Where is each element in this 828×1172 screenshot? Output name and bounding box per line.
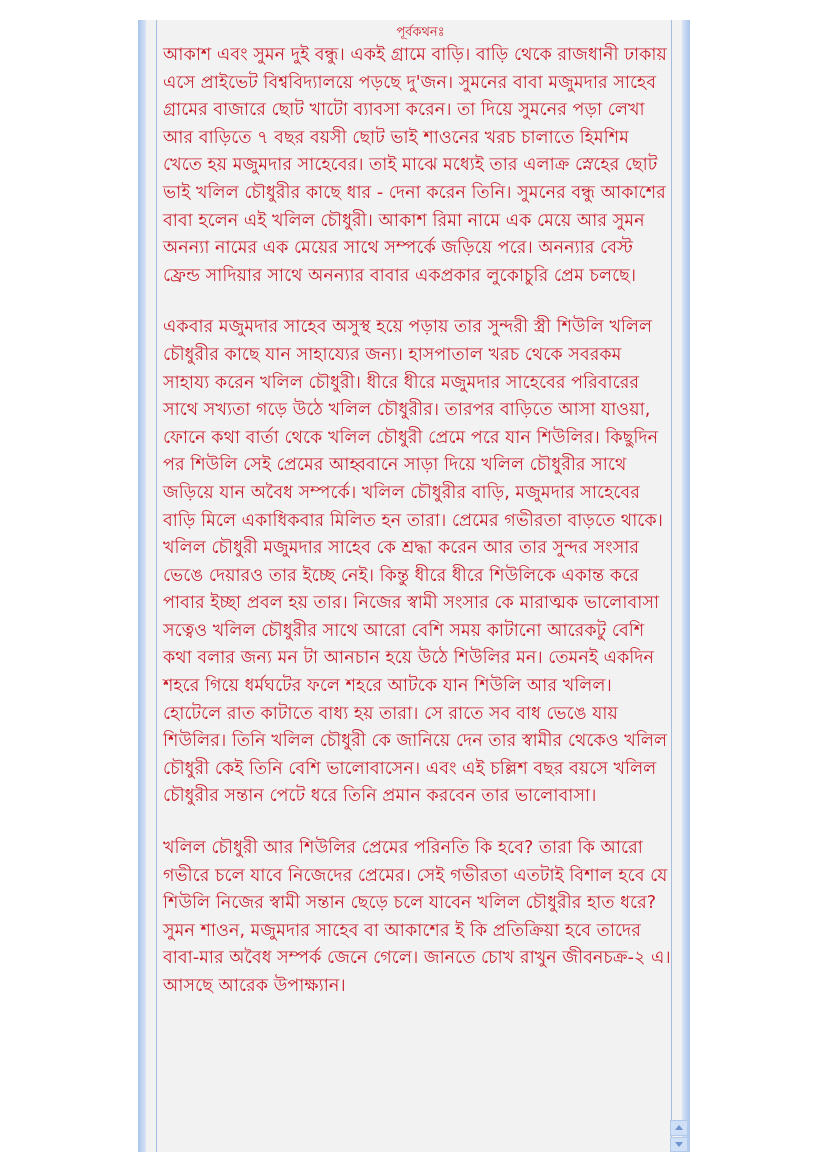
arrow-up-icon — [675, 1125, 683, 1130]
document-content — [163, 20, 671, 1152]
paragraph-2: একবার মজুমদার সাহেব অসুস্থ হয়ে পড়ায় তার সুন্দরী স্ত্রী শিউলি খলিল চৌধুরীর কাছে যান সাহায্যের জন্য। হাসপাতাল খরচ থেকে সবরকম সাহায্য করেন খলিল চৌধুরী। ধীরে ধীরে মজুমদার সাহেবের পরিবারের সাথে সখ্যতা গড়ে উঠে খলিল চৌধুরীর। তারপর বাড়িতে আসা যাওয়া, ফোনে কথা বার্তা থেকে খলিল চৌধুরী প্রেমে পরে যান শিউলির। কিছুদিন পর শিউলি সেই প্রেমের আহ্ববানে সাড়া দিয়ে খলিল চৌধুরীর সাথে জড়িয়ে যান অবৈধ সম্পর্কে। খলিল চৌধুরীর বাড়ি, মজুমদার সাহেবের বাড়ি মিলে একাধিকবার মিলিত হন তারা। প্রেমের গভীরতা বাড়তে থাকে। খলিল চৌধুরী মজুমদার সাহেব কে শ্রদ্ধা করেন আর তার সুন্দর সংসার ভেঙে দেয়ারও তার ইচ্ছে নেই। কিন্তু ধীরে ধীরে শিউলিকে একান্ত করে পাবার ইচ্ছা প্রবল হয় তার। নিজের স্বামী সংসার কে মারাত্মক ভালোবাসা সত্বেও খলিল চৌধুরীর সাথে আরো বেশি সময় কাটানো আরেকটু বেশি কথা বলার জন্য মন টা আনচান হয়ে উঠে শিউলির মন। তেমনই একদিন শহরে গিয়ে ধর্মঘটের ফলে শহরে আটকে যান শিউলি আর খলিল। হোটেলে রাত কাটাতে বাধ্য হয় তারা। সে রাতে সব বাধ ভেঙে যায় শিউলির। তিনি খলিল চৌধুরী কে জানিয়ে দেন তার স্বামীর থেকেও খলিল চৌধুরী কেই তিনি বেশি ভালোবাসেন। এবং এই চল্লিশ বছর বয়সে খলিল চৌধুরীর সন্তান পেটে ধরে তিনি প্রমান করবেন তার ভালোবাসা। — [163, 317, 668, 807]
paragraph-1: আকাশ এবং সুমন দুই বন্ধু। একই গ্রামে বাড়ি। বাড়ি থেকে রাজধানী ঢাকায় এসে প্রাইভেট বিশ্ববিদ্যালয়ে পড়ছে দু'জন। সুমনের বাবা মজুমদার সাহেব গ্রামের বাজারে ছোট খাটো ব্যাবসা করেন। তা দিয়ে সুমনের পড়া লেখা আর বাড়িতে ৭ বছর বয়সী ছোট ভাই শাওনের খরচ চালাতে হিমশিম খেতে হয় মজুমদার সাহেবের। তাই মাঝে মধ্যেই তার এলাক্র স্নেহের ছোট ভাই খলিল চৌধুরীর কাছে ধার - দেনা করেন তিনি। সুমনের বন্ধু আকাশের বাবা হলেন এই খলিল চৌধুরী। আকাশ রিমা নামে এক মেয়ে আর সুমন অনন্যা নামের এক মেয়ের সাথে সম্পর্কে জড়িয়ে পরে। অনন্যার বেস্ট ফ্রেন্ড সাদিয়ার সাথে অনন্যার বাবার একপ্রকার লুকোচুরি প্রেম চলছে। — [163, 45, 667, 286]
right-border-line — [671, 20, 672, 1152]
scroll-up-button[interactable] — [670, 1120, 688, 1136]
document-frame — [138, 20, 690, 1152]
page-heading: পূর্বকথনঃ — [396, 25, 445, 40]
scroll-down-button[interactable] — [670, 1137, 688, 1152]
left-border-line — [156, 20, 157, 1152]
left-border-bar — [138, 20, 146, 1152]
right-border-bar — [682, 20, 690, 1152]
paragraph-3: খলিল চৌধুরী আর শিউলির প্রেমের পরিনতি কি হবে? তারা কি আরো গভীরে চলে যাবে নিজেদের প্রেমের। সেই গভীরতা এতটাই বিশাল হবে যে শিউলি নিজের স্বামী সন্তান ছেড়ে চলে যাবেন খলিল চৌধুরীর হাত ধরে? সুমন শাওন, মজুমদার সাহেব বা আকাশের ই কি প্রতিক্রিয়া হবে তাদের বাবা-মার অবৈধ সম্পর্ক জেনে গেলে। জানতে চোখ রাখুন জীবনচক্র-২ এ। আসছে আরেক উপাক্ষ্যান। — [163, 838, 671, 996]
arrow-down-icon — [675, 1142, 683, 1147]
